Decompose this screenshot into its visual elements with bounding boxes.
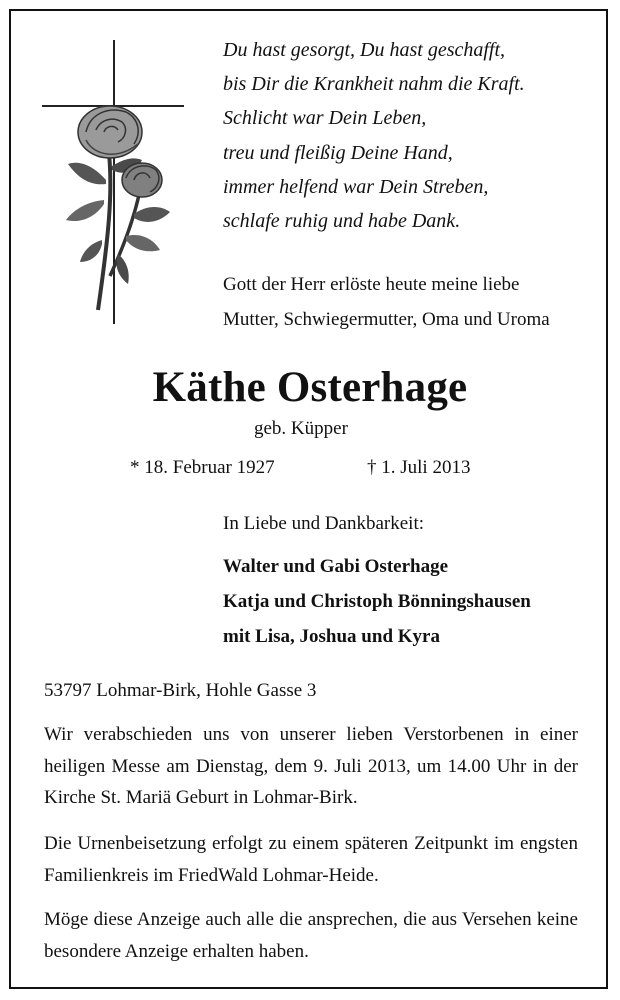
poem-line: schlafe ruhig und habe Dank. <box>223 210 461 233</box>
death-date: † 1. Juli 2013 <box>367 457 471 478</box>
mourners-heading: In Liebe und Dankbarkeit: <box>223 513 425 534</box>
mourner-name: Katja und Christoph Bönningshausen <box>223 591 531 612</box>
maiden-name: geb. Küpper <box>254 418 348 439</box>
closing-paragraph: Möge diese Anzeige auch alle die ansprechen, die aus Versehen keine besondere Anzeige erhalten haben. <box>44 909 578 962</box>
intro-line: Mutter, Schwiegermutter, Oma und Uroma <box>223 308 550 330</box>
mourners-list <box>223 549 531 654</box>
intro-text <box>223 268 593 337</box>
urn-burial-paragraph: Die Urnenbeisetzung erfolgt zu einem späteren Zeitpunkt im engsten Familienkreis im FriedWald Lohmar-Heide. <box>44 833 578 886</box>
poem-line: treu und fleißig Deine Hand, <box>223 141 453 164</box>
funeral-mass-paragraph: Wir verabschieden uns von unserer lieben Verstorbenen in einer heiligen Messe am Dienstag, dem 9. Juli 2013, um 14.00 Uhr in der Kirche St. Mariä Geburt in Lohmar-Birk. <box>44 724 578 808</box>
address: 53797 Lohmar-Birk, Hohle Gasse 3 <box>44 680 317 701</box>
poem-line: immer helfend war Dein Streben, <box>223 175 489 198</box>
poem <box>223 33 593 238</box>
poem-line: Du hast gesorgt, Du hast geschafft, <box>223 39 506 61</box>
birth-date: * 18. Februar 1927 <box>130 457 275 478</box>
mourner-name: Walter und Gabi Osterhage <box>223 556 449 577</box>
deceased-name: Käthe Osterhage <box>152 364 468 411</box>
intro-line: Gott der Herr erlöste heute meine liebe <box>223 274 520 295</box>
cross-with-roses-icon <box>38 40 198 330</box>
poem-line: Schlicht war Dein Leben, <box>223 107 427 130</box>
mourner-name: mit Lisa, Joshua und Kyra <box>223 626 440 647</box>
poem-line: bis Dir die Krankheit nahm die Kraft. <box>223 73 525 96</box>
